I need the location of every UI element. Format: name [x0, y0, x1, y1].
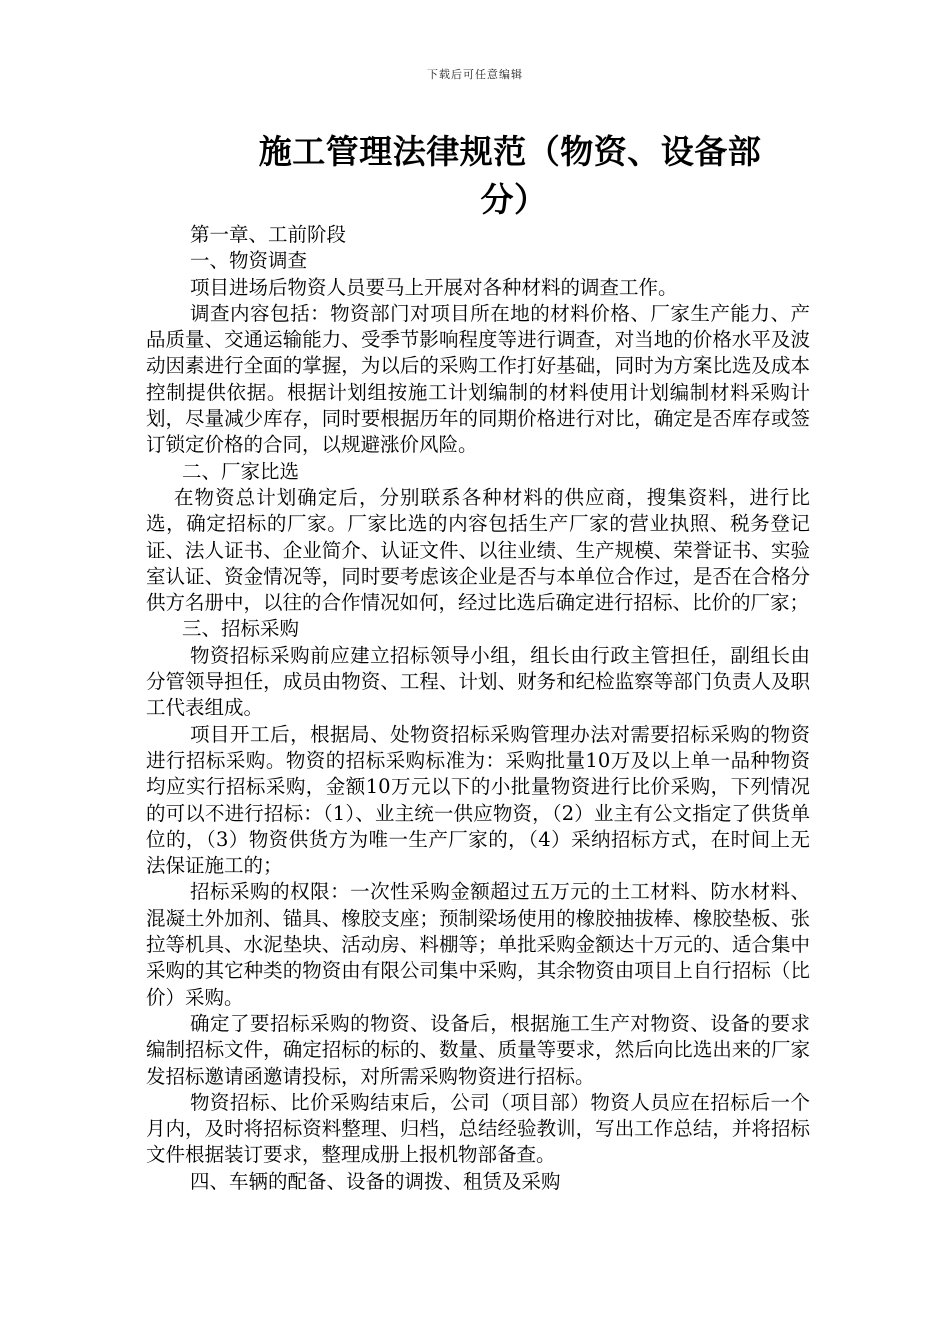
header-note: 下载后可任意编辑 [427, 68, 523, 81]
section-heading-2: 二、厂家比选 [182, 459, 300, 483]
body-paragraph: 调查内容包括：物资部门对项目所在地的材料价格、厂家生产能力、产品质量、交通运输能力、受季节影响程度等进行调查，对当地的价格水平及波动因素进行全面的掌握，为以后的采购工作打好基础，同时为方案比选及成本控制提供依据。根据计划组按施工计划编制的材料使用计划编制材料采购计划，尽量减少库存，同时要根据历年的同期价格进行对比，确定是否库存或签订锁定价格的合同，以规避涨价风险。 [146, 301, 810, 457]
document-body [146, 222, 810, 1195]
body-paragraph: 项目进场后物资人员要马上开展对各种材料的调查工作。 [190, 275, 678, 299]
body-paragraph: 招标采购的权限：一次性采购金额超过五万元的土工材料、防水材料、混凝土外加剂、锚具、橡胶支座；预制梁场使用的橡胶抽拔棒、橡胶垫板、张拉等机具、水泥垫块、活动房、料棚等；单批采购金额达十万元的、适合集中采购的其它种类的物资由有限公司集中采购，其余物资由项目上自行招标（比价）采购。 [146, 880, 810, 1009]
document-title [190, 128, 830, 224]
section-heading-4: 四、车辆的配备、设备的调拨、租赁及采购 [190, 1169, 561, 1193]
title-line-1: 施工管理法律规范（物资、设备部 [258, 132, 762, 171]
body-paragraph: 物资招标采购前应建立招标领导小组，组长由行政主管担任，副组长由分管领导担任，成员由物资、工程、计划、财务和纪检监察等部门负责人及职工代表组成。 [146, 643, 810, 720]
body-paragraph: 物资招标、比价采购结束后，公司（项目部）物资人员应在招标后一个月内，及时将招标资料整理、归档，总结经验教训，写出工作总结，并将招标文件根据装订要求，整理成册上报机物部备查。 [146, 1090, 810, 1167]
body-paragraph: 项目开工后，根据局、处物资招标采购管理办法对需要招标采购的物资进行招标采购。物资的招标采购标准为：采购批量10万及以上单一品种物资均应实行招标采购，金额10万元以下的小批量物资进行比价采购，下列情况的可以不进行招标：（1）、业主统一供应物资，（2）业主有公文指定了供货单位的，（3）物资供货方为唯一生产厂家的，（4）采纳招标方式，在时间上无法保证施工的； [146, 722, 810, 878]
chapter-heading: 第一章、工前阶段 [190, 223, 347, 246]
section-heading-3: 三、招标采购 [182, 617, 300, 641]
body-paragraph: 确定了要招标采购的物资、设备后，根据施工生产对物资、设备的要求编制招标文件，确定招标的标的、数量、质量等要求，然后向比选出来的厂家发招标邀请函邀请投标，对所需采购物资进行招标。 [146, 1011, 810, 1088]
section-heading-1: 一、物资调查 [190, 249, 308, 273]
title-line-2: 分） [480, 180, 548, 219]
body-paragraph: 在物资总计划确定后，分别联系各种材料的供应商，搜集资料，进行比选，确定招标的厂家。厂家比选的内容包括生产厂家的营业执照、税务登记证、法人证书、企业简介、认证文件、以往业绩、生产规模、荣誉证书、实验室认证、资金情况等，同时要考虑该企业是否与本单位合作过，是否在合格分供方名册中，以往的合作情况如何，经过比选后确定进行招标、比价的厂家； [146, 485, 810, 615]
